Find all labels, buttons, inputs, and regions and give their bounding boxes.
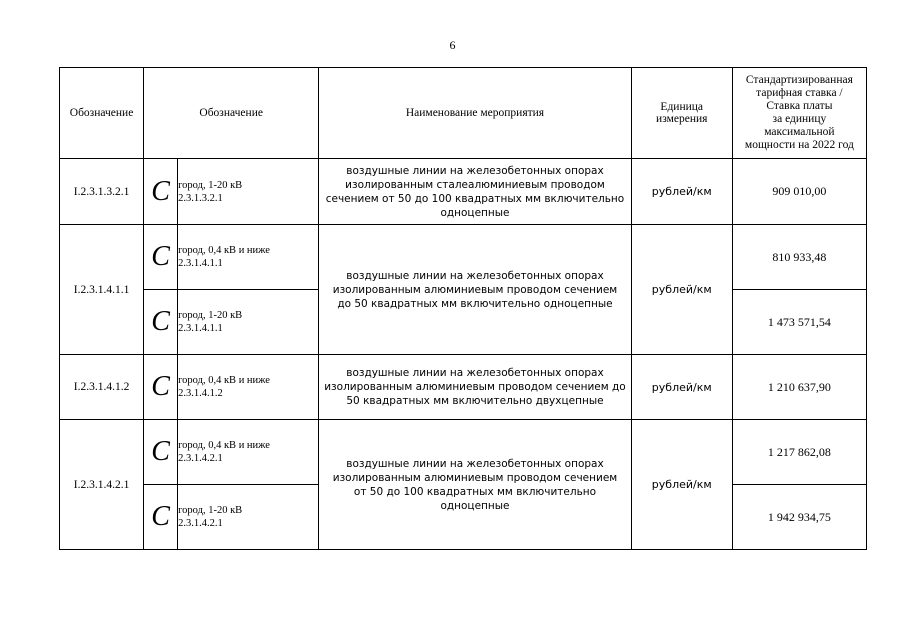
table-row — [60, 420, 867, 485]
category-symbol: C — [144, 290, 178, 355]
table-row — [60, 159, 867, 225]
category-symbol: C — [144, 225, 178, 290]
header-rate-line: за единицу — [772, 113, 827, 125]
sub-code: 2.3.1.4.2.1 — [178, 453, 223, 464]
desc-line: изолированным сталеалюминиевым проводом — [345, 178, 605, 191]
location-label: город, 1-20 кВ — [178, 505, 243, 516]
location-cell — [178, 290, 319, 355]
location-cell — [178, 355, 319, 420]
unit-cell: рублей/км — [631, 225, 732, 355]
desc-line: изолированным алюминиевым проводом сечением — [332, 283, 618, 296]
location-cell — [178, 420, 319, 485]
header-rate-line: Ставка платы — [766, 100, 833, 112]
header-unit — [631, 68, 732, 159]
location-cell — [178, 159, 319, 225]
location-label: город, 0,4 кВ и ниже — [178, 245, 270, 256]
category-symbol: C — [144, 159, 178, 225]
measure-description — [319, 225, 631, 355]
desc-line: изолированным алюминиевым проводом сечением до — [324, 381, 626, 393]
rate-cell: 810 933,48 — [732, 225, 866, 290]
rate-cell: 909 010,00 — [732, 159, 866, 225]
page-number: 6 — [449, 38, 456, 52]
unit-cell: рублей/км — [631, 159, 732, 225]
location-label: город, 0,4 кВ и ниже — [178, 375, 270, 386]
desc-line: 50 квадратных мм включительно двухцепные — [346, 395, 604, 407]
header-designation-2: Обозначение — [144, 68, 319, 159]
header-designation: Обозначение — [60, 68, 144, 159]
desc-line: воздушные линии на железобетонных опорах — [346, 457, 604, 470]
sub-code: 2.3.1.4.1.2 — [178, 388, 223, 399]
header-unit-line2: измерения — [656, 113, 708, 125]
measure-description — [319, 420, 631, 550]
row-code: I.2.3.1.4.2.1 — [60, 420, 144, 550]
header-rate-line: Стандартизированная — [745, 74, 853, 86]
location-cell — [178, 225, 319, 290]
rate-cell: 1 473 571,54 — [732, 290, 866, 355]
unit-cell: рублей/км — [631, 355, 732, 420]
header-measure-name: Наименование мероприятия — [319, 68, 631, 159]
sub-code: 2.3.1.4.1.1 — [178, 258, 223, 269]
header-rate-line: максимальной — [764, 126, 835, 138]
desc-line: воздушные линии на железобетонных опорах — [346, 269, 604, 282]
location-label: город, 1-20 кВ — [178, 179, 243, 191]
rate-cell: 1 217 862,08 — [732, 420, 866, 485]
location-cell — [178, 485, 319, 550]
row-code: I.2.3.1.4.1.2 — [60, 355, 144, 420]
rate-cell: 1 942 934,75 — [732, 485, 866, 550]
desc-line: от 50 до 100 квадратных мм включительно — [353, 485, 597, 498]
header-unit-line1: Единица — [660, 101, 704, 113]
table-row — [60, 225, 867, 290]
desc-line: одноцепные — [440, 499, 510, 512]
desc-line: до 50 квадратных мм включительно одноцепные — [337, 297, 613, 310]
measure-description — [319, 355, 631, 420]
header-rate-line: мощности на 2022 год — [744, 139, 854, 151]
sub-code: 2.3.1.4.2.1 — [178, 518, 223, 529]
header-rate-line: тарифная ставка / — [756, 87, 843, 99]
category-symbol: C — [144, 420, 178, 485]
category-symbol: C — [144, 485, 178, 550]
row-code: I.2.3.1.4.1.1 — [60, 225, 144, 355]
row-code: I.2.3.1.3.2.1 — [60, 159, 144, 225]
desc-line: воздушные линии на железобетонных опорах — [346, 164, 604, 177]
measure-description — [319, 159, 631, 225]
location-label: город, 0,4 кВ и ниже — [178, 440, 270, 451]
desc-line: одноцепные — [440, 206, 510, 219]
desc-line: воздушные линии на железобетонных опорах — [346, 367, 604, 379]
desc-line: сечением от 50 до 100 квадратных мм включительно — [325, 192, 625, 205]
desc-line: изолированным алюминиевым проводом сечением — [332, 471, 618, 484]
sub-code: 2.3.1.3.2.1 — [178, 192, 223, 204]
table-row — [60, 355, 867, 420]
rate-cell: 1 210 637,90 — [732, 355, 866, 420]
category-symbol: C — [144, 355, 178, 420]
unit-cell: рублей/км — [631, 420, 732, 550]
tariff-table — [59, 67, 867, 550]
header-rate — [732, 68, 866, 159]
location-label: город, 1-20 кВ — [178, 310, 243, 321]
table-header-row — [60, 68, 867, 159]
sub-code: 2.3.1.4.1.1 — [178, 323, 223, 334]
